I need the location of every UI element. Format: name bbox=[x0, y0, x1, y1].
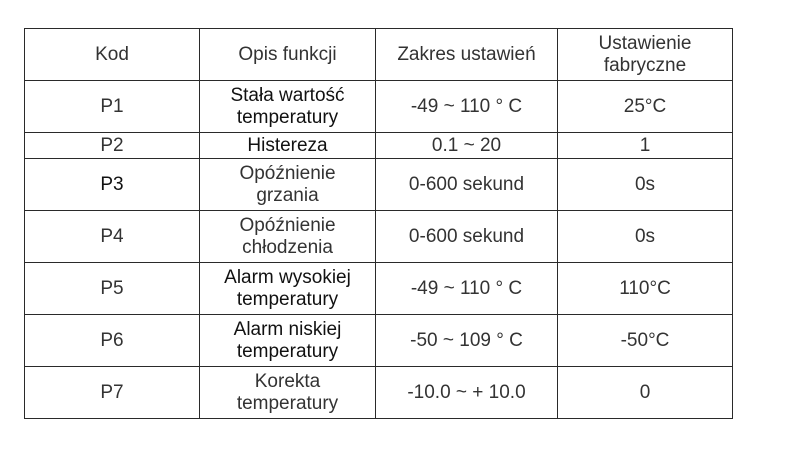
row-description-line2: temperatury bbox=[236, 340, 339, 362]
header-row bbox=[25, 29, 733, 81]
row-description bbox=[200, 367, 376, 419]
row-range: 0-600 sekund bbox=[376, 159, 558, 211]
row-description bbox=[200, 211, 376, 263]
row-default: 0s bbox=[558, 159, 733, 211]
row-code: P4 bbox=[25, 211, 200, 263]
row-description-line2: temperatury bbox=[236, 106, 339, 128]
row-description-line1: Opóźnienie bbox=[239, 162, 336, 184]
row-code: P6 bbox=[25, 315, 200, 367]
row-default: 25°C bbox=[558, 81, 733, 133]
row-code: P5 bbox=[25, 263, 200, 315]
row-description bbox=[200, 159, 376, 211]
header-description: Opis funkcji bbox=[200, 29, 376, 81]
row-description-line2: temperatury bbox=[236, 392, 339, 414]
row-range: 0.1 ~ 20 bbox=[376, 133, 558, 159]
row-range: -49 ~ 110 ° C bbox=[376, 263, 558, 315]
row-default: 0 bbox=[558, 367, 733, 419]
row-description-line1: Alarm niskiej bbox=[233, 318, 342, 340]
row-description-line1: Korekta bbox=[254, 370, 321, 392]
row-description bbox=[200, 263, 376, 315]
row-description bbox=[200, 315, 376, 367]
row-range: -50 ~ 109 ° C bbox=[376, 315, 558, 367]
row-range: 0-600 sekund bbox=[376, 211, 558, 263]
table-row bbox=[25, 367, 733, 419]
table-row bbox=[25, 263, 733, 315]
header-default-line1: Ustawienie bbox=[598, 32, 692, 54]
header-default-line2: fabryczne bbox=[603, 54, 687, 76]
table-row bbox=[25, 211, 733, 263]
row-code: P2 bbox=[25, 133, 200, 159]
row-code: P7 bbox=[25, 367, 200, 419]
table-row bbox=[25, 315, 733, 367]
row-description bbox=[200, 81, 376, 133]
row-range: -10.0 ~ + 10.0 bbox=[376, 367, 558, 419]
row-description-line2: chłodzenia bbox=[242, 236, 333, 258]
table-row bbox=[25, 133, 733, 159]
table-row bbox=[25, 159, 733, 211]
row-description-line2: temperatury bbox=[236, 288, 339, 310]
header-code: Kod bbox=[25, 29, 200, 81]
row-code: P1 bbox=[25, 81, 200, 133]
row-description-line1: Alarm wysokiej bbox=[224, 266, 351, 288]
header-default bbox=[558, 29, 733, 81]
row-description-line2: grzania bbox=[256, 184, 319, 206]
row-code: P3 bbox=[25, 159, 200, 211]
header-range: Zakres ustawień bbox=[376, 29, 558, 81]
row-description-line1: Opóźnienie bbox=[239, 214, 336, 236]
table-row bbox=[25, 81, 733, 133]
row-description: Histereza bbox=[200, 133, 376, 159]
row-range: -49 ~ 110 ° C bbox=[376, 81, 558, 133]
row-default: 110°C bbox=[558, 263, 733, 315]
row-description-line1: Stała wartość bbox=[230, 84, 345, 106]
row-default: 0s bbox=[558, 211, 733, 263]
row-default: 1 bbox=[558, 133, 733, 159]
parameter-table bbox=[24, 28, 733, 419]
row-default: -50°C bbox=[558, 315, 733, 367]
